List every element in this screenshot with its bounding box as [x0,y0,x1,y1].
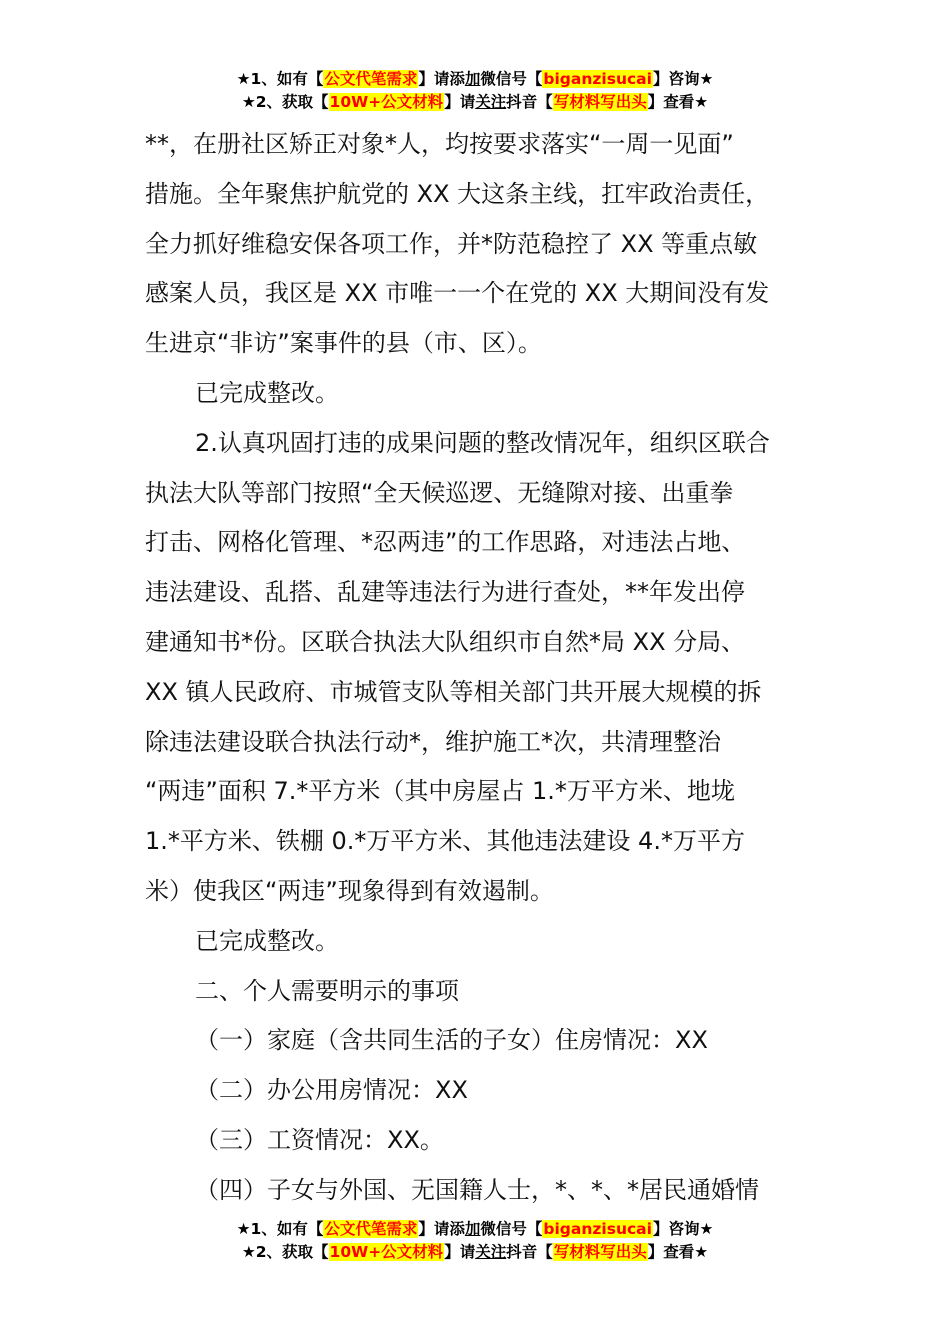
promo-highlight: 10W+公文材料 [329,93,444,111]
promo-banner-bottom [0,1218,950,1264]
section-heading: 二、个人需要明示的事项 [195,976,459,1005]
promo-text: 关注 [475,93,507,111]
list-item: （三）工资情况：XX。 [195,1125,444,1154]
promo-text: 】咨询★ [652,70,714,88]
status-line: 已完成整改。 [195,378,339,407]
promo-line-1 [0,68,950,91]
promo-text: 】请添 [418,70,465,88]
promo-text: ★1、如有【 [236,1220,324,1238]
promo-line-2 [0,91,950,114]
body-line: XX 镇人民政府、市城管支队等相关部门共开展大规模的拆 [145,677,762,706]
promo-text: ★1、如有【 [236,70,324,88]
promo-text: 】查看★ [647,93,709,111]
promo-text: 】咨询★ [652,1220,714,1238]
douyin-highlight: 写材料写出头 [553,1243,647,1261]
list-item: （一）家庭（含共同生活的子女）住房情况：XX [195,1026,708,1055]
promo-text: ★2、获取【 [241,1243,329,1261]
document-body [145,120,810,1216]
promo-text: 抖音【 [506,93,553,111]
body-line: 违法建设、乱搭、乱建等违法行为进行查处，**年发出停 [145,578,745,607]
body-line: 建通知书*份。区联合执法大队组织市自然*局 XX 分局、 [145,627,746,656]
wechat-id-highlight: biganzisucai [543,1220,652,1238]
body-line: 1.*平方米、铁棚 0.*万平方米、其他违法建设 4.*万平方 [145,827,745,856]
promo-line-1 [0,1218,950,1241]
promo-text: 】请 [444,93,476,111]
body-line: 除违法建设联合执法行动*，维护施工*次，共清理整治 [145,727,721,756]
body-line: “两违”面积 7.*平方米（其中房屋占 1.*万平方米、地垅 [145,777,735,806]
promo-text: 加 [464,70,481,88]
douyin-highlight: 写材料写出头 [553,93,647,111]
promo-banner-top [0,68,950,114]
promo-line-2 [0,1241,950,1264]
wechat-id-highlight: biganzisucai [543,70,652,88]
body-line: 打击、网格化管理、*忍两违”的工作思路，对违法占地、 [145,528,746,557]
promo-text: 微信号【 [480,1220,543,1238]
paragraph-start: 2.认真巩固打违的成果问题的整改情况年，组织区联合 [195,428,770,457]
body-line: 执法大队等部门按照“全天候巡逻、无缝隙对接、出重拳 [145,478,734,507]
list-item: （四）子女与外国、无国籍人士，*、*、*居民通婚情 [195,1175,759,1204]
body-line: 米）使我区“两违”现象得到有效遏制。 [145,876,554,905]
promo-text: 】请 [444,1243,476,1261]
body-line: 感案人员，我区是 XX 市唯一一个在党的 XX 大期间没有发 [145,279,770,308]
body-line: 生进京“非访”案事件的县（市、区）。 [145,329,542,358]
promo-text: ★2、获取【 [241,93,329,111]
promo-text: 】查看★ [647,1243,709,1261]
promo-text: 微信号【 [480,70,543,88]
promo-text: 关注 [475,1243,507,1261]
promo-highlight: 公文代笔需求 [324,1220,418,1238]
body-line: 全力抓好维稳安保各项工作，并*防范稳控了 XX 等重点敏 [145,229,758,258]
body-line: 措施。全年聚焦护航党的 XX 大这条主线，扛牢政治责任， [145,179,770,208]
list-item: （二）办公用房情况：XX [195,1076,468,1105]
status-line: 已完成整改。 [195,926,339,955]
body-line: **，在册社区矫正对象*人，均按要求落实“一周一见面” [145,130,734,158]
promo-text: 加 [464,1220,481,1238]
promo-highlight: 公文代笔需求 [324,70,418,88]
promo-highlight: 10W+公文材料 [329,1243,444,1261]
promo-text: 抖音【 [506,1243,553,1261]
promo-text: 】请添 [418,1220,465,1238]
